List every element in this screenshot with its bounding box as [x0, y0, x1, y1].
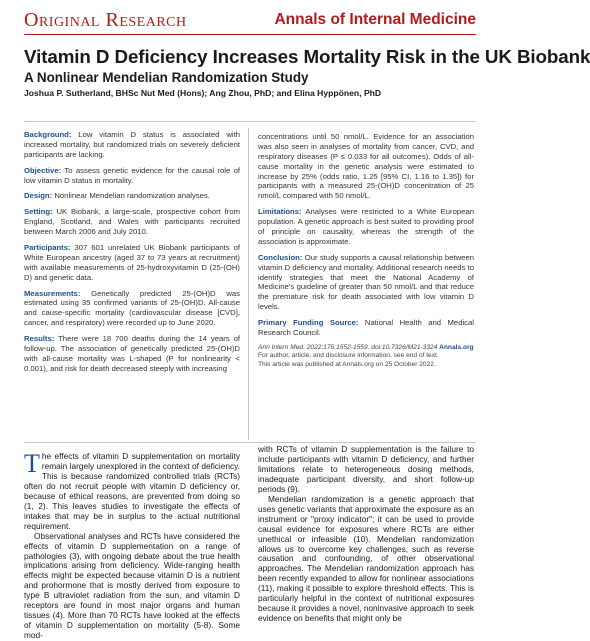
abstract-design [24, 191, 240, 201]
abstract-heading: Background: [24, 130, 72, 139]
article-authors: Joshua P. Sutherland, BHSc Nut Med (Hons); Ang Zhou, PhD; and Elina Hyppönen, PhD [24, 88, 382, 98]
abstract-text: National Health and Medical Research Council. [258, 318, 475, 338]
abstract-bottom-rule [24, 442, 476, 443]
footnote-publication-date: This article was published at Annals.org on 25 October 2022. [258, 361, 436, 369]
body-text: he effects of vitamin D supplementation on mortality remain largely unexplored in the context of deficiency. This is because randomized controlled trials (RCTs) often do not recruit people with vitamin D deficiency or, because of ethical reasons, are prevented from doing so (1, 2). This leaves studies to investigate the effects of intakes that may be in surplus to the actual nutritional requirement. [24, 451, 240, 531]
abstract-participants [24, 243, 240, 283]
abstract-funding [258, 318, 474, 338]
abstract-text: There were 18 700 deaths during the 14 years of follow-up. The association of genetically predicted 25-(OH)D with all-cause mortality was L-shaped (P for nonlinearity < 0.001), and risk for death decreased steeply with increasing [24, 334, 241, 373]
journal-name: Annals of Internal Medicine [274, 11, 476, 28]
abstract-right-column [258, 132, 474, 370]
abstract-heading: Measurements: [24, 288, 81, 298]
abstract-background [24, 130, 240, 160]
journal-site-link[interactable]: Annals.org [439, 343, 474, 351]
abstract-top-rule [24, 121, 476, 122]
abstract-left-column [24, 130, 240, 380]
drop-cap: T [24, 449, 40, 478]
body-paragraph: Mendelian randomization is a genetic approach that uses genetic variants that approximate the exposure as an instrument or "proxy indicator"; it can be used to provide causal evidence for exposures where RCTs are either unethical or infeasible (10). Mendelian randomization allows us to overcome key challenges, such as reverse causation and confounding, of other observational approaches. The Mendelian randomization approach has been recently expanded to allow for nonlinear associations (11), making it possible to explore threshold effects. This is particularly helpful in the context of nutritional exposures because it provides a novel, noninvasive approach to seek evidence on benefits that might only be [258, 493, 474, 624]
abstract-heading: Limitations: [258, 207, 302, 217]
article-type-label: Original Research [24, 9, 187, 31]
abstract-text: To assess genetic evidence for the causal role of low vitamin D status in mortality. [24, 165, 240, 185]
abstract-objective [24, 166, 240, 186]
abstract-conclusion [258, 253, 474, 312]
body-paragraph: with RCTs of vitamin D supplementation is the failure to include participants with vitamin D deficiency, and further limitations relate to heterogeneous dosing methods, inadequate participant diversity, and short follow-up periods (9). [258, 444, 474, 494]
abstract-column-divider [248, 128, 249, 440]
abstract-limitations [258, 207, 474, 247]
body-paragraph [24, 449, 240, 532]
abstract-text: Nonlinear Mendelian randomization analyses. [54, 191, 210, 201]
abstract-text: Low vitamin D status is associated with increased mortality, but randomized trials on severely deficient participants are lacking. [24, 130, 240, 159]
journal-header [24, 8, 476, 30]
abstract-heading: Setting: [24, 207, 53, 217]
citation-block [258, 344, 474, 370]
body-left-column [24, 449, 240, 641]
article-title: Vitamin D Deficiency Increases Mortality Risk in the UK Biobank [24, 46, 590, 67]
abstract-heading: Objective: [24, 165, 62, 175]
abstract-text: Our study supports a causal relationship between vitamin D deficiency and mortality. Additional research needs to identify strategies that meet the National Academy of Medicine's guideline of greater than 50 nmol/L and that reduce the premature risk for death associated with low vitamin D levels. [258, 252, 474, 312]
header-rule [24, 34, 476, 35]
article-subtitle: A Nonlinear Mendelian Randomization Study [24, 70, 309, 85]
abstract-text: Analyses were restricted to a White European population. A genetic approach is best suited to providing proof of principle on causality, whereas the strength of the association is approximate. [258, 207, 474, 246]
abstract-text: 307 601 unrelated UK Biobank participants of White European ancestry (aged 37 to 73 years at recruitment) with available measurements of 25-hydroxyvitamin D (25-(OH) D) and genetic data. [24, 243, 240, 282]
abstract-measurements [24, 289, 240, 329]
abstract-results-continued: concentrations until 50 nmol/L. Evidence for an association was also seen in analyses of mortality from cancer, CVD, and respiratory diseases (P ≤ 0.033 for all outcomes). Odds of all-cause mortality in the genetic analysis were estimated to increase by 25% (odds ratio, 1.25 [95% CI, 1.16 to 1.35]) for participants with a measured 25-(OH)D concentration of 25 nmol/L compared with 50 nmol/L. [258, 132, 474, 201]
abstract-heading: Results: [24, 334, 55, 344]
abstract-heading: Conclusion: [258, 252, 303, 262]
abstract-text: UK Biobank, a large-scale, prospective cohort from England, Scotland, and Wales with participants recruited between March 2006 and July 2010. [24, 207, 241, 237]
abstract-results [24, 334, 240, 374]
body-paragraph: Observational analyses and RCTs have considered the effects of vitamin D supplementation on a range of pathologies (3), with ongoing debate about the true health implications arising from deficiency. Wide-ranging health effects might be expected because vitamin D is a nutrient and prohormone that is mostly derived from exposure to type B ultraviolet radiation from the sun, and vitamin D receptors are found in most major organs and human tissues (4). More than 70 RCTs have looked at the effects of vitamin D supplementation on mortality (5-8). Some mod- [24, 530, 240, 641]
body-right-column [258, 445, 474, 624]
abstract-setting [24, 207, 240, 237]
footnote-author-info: For author, article, and disclosure information, see end of text. [258, 352, 439, 360]
abstract-heading: Participants: [24, 243, 71, 253]
citation-text: Ann Intern Med. 2022;175:1552-1559. doi:10.7326/M21-3324 [258, 343, 438, 351]
abstract-heading: Primary Funding Source: [258, 318, 359, 328]
abstract-heading: Design: [24, 191, 53, 201]
abstract-text: Genetically predicted 25-(OH)D was estimated using 35 confirmed variants of 25-(OH)D. All-cause and cause-specific mortality (cardiovascular disease [CVD], cancer, and respiratory) were recorded up to June 2020. [24, 288, 241, 328]
